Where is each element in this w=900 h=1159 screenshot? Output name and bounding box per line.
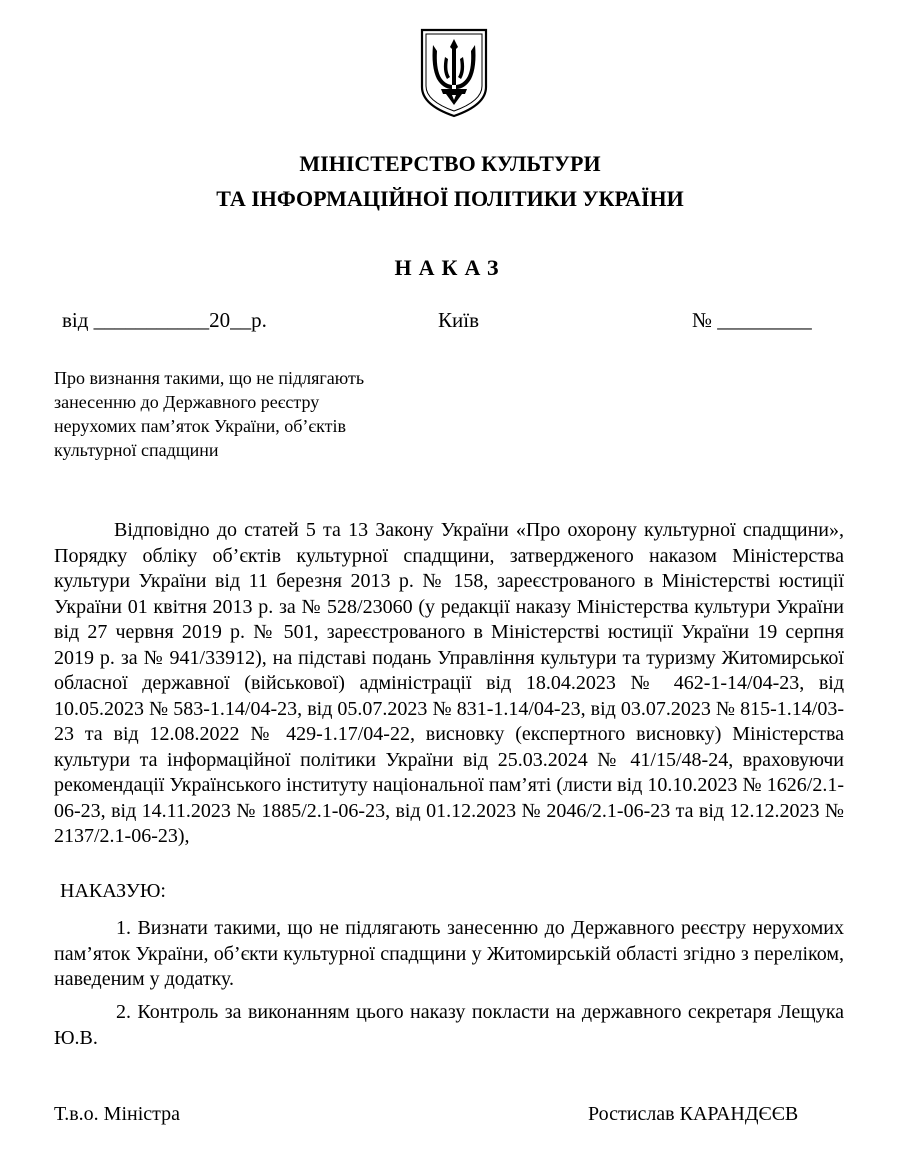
trident-coat-of-arms-icon <box>419 27 489 119</box>
subject-line: нерухомих пам’яток України, об’єктів <box>54 416 346 436</box>
decree-word: НАКАЗУЮ: <box>60 880 166 902</box>
signatory-name: Ростислав КАРАНДЄЄВ <box>588 1103 799 1125</box>
order-title: НАКАЗ <box>394 255 506 280</box>
subject-line: Про визнання такими, що не підлягають <box>54 368 365 388</box>
order-item-2: 2. Контроль за виконанням цього наказу покласти на державного секретаря Лещука Ю.В. <box>54 1001 844 1049</box>
ministry-name-line2: ТА ІНФОРМАЦІЙНОЇ ПОЛІТИКИ УКРАЇНИ <box>216 186 684 211</box>
ministry-name-line1: МІНІСТЕРСТВО КУЛЬТУРИ <box>299 151 601 176</box>
order-subject <box>54 366 434 462</box>
preamble-paragraph: Відповідно до статей 5 та 13 Закону України «Про охорону культурної спадщини», Порядку обліку об’єктів культурної спадщини, затвердженого наказом Міністерства культури України від 11 березня 2013 р. № 158, зареєстрованого в Міністерстві юстиції України 01 квітня 2013 р. за № 528/23060 (у редакції наказу Міністерства культури України від 27 червня 2019 р. № 501, зареєстрованого в Міністерстві юстиції України 19 серпня 2019 р. за № 941/33912), на підставі подань Управління культури та туризму Житомирської обласної державної (військової) адміністрації від 18.04.2023 № 462-1-14/04-23, від 10.05.2023 № 583-1.14/04-23, від 05.07.2023 № 831-1.14/04-23, від 03.07.2023 № 815-1.14/03-23 та від 12.08.2022 № 429-1.17/04-22, висновку (експертного висновку) Міністерства культури та інформаційної політики України від 25.03.2024 № 41/15/48-24, враховуючи рекомендації Українського інституту національної пам’яті (листи від 10.10.2023 № 1626/2.1-06-23, від 14.11.2023 № 1885/2.1-06-23, від 01.12.2023 № 2046/2.1-06-23 та від 12.12.2023 № 2137/2.1-06-23), <box>54 519 844 847</box>
signatory-position: Т.в.о. Міністра <box>54 1103 180 1125</box>
order-city: Київ <box>438 308 479 332</box>
order-item-1: 1. Визнати такими, що не підлягають занесенню до Державного реєстру нерухомих пам’яток України, об’єкти культурної спадщини у Житомирській області згідно з переліком, наведеним у додатку. <box>54 917 844 990</box>
order-number-field: № _________ <box>692 308 812 332</box>
subject-line: культурної спадщини <box>54 440 219 460</box>
order-date-field: від ___________20__р. <box>62 308 267 332</box>
subject-line: занесенню до Державного реєстру <box>54 392 320 412</box>
